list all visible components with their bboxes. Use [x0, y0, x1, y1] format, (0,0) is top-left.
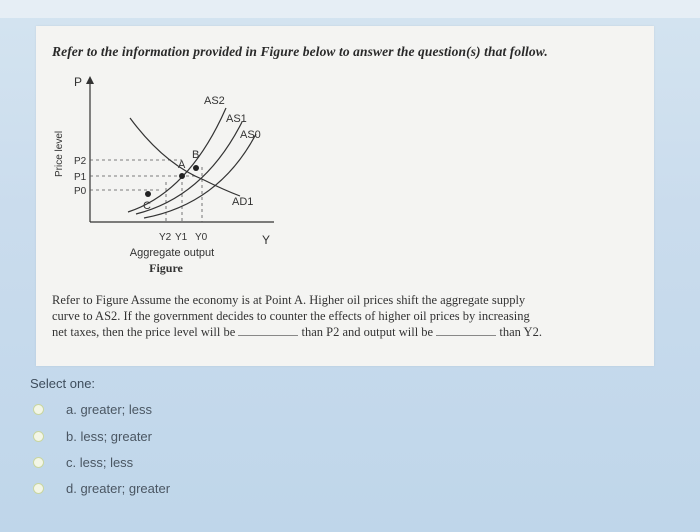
radio-c[interactable] [33, 457, 44, 468]
question-line-3a: net taxes, then the price level will be [52, 325, 236, 339]
x-axis-letter: Y [262, 233, 271, 247]
tick-p2: P2 [74, 156, 87, 167]
question-line-3c: than Y2. [499, 325, 542, 339]
point-b [193, 165, 199, 171]
label-as2: AS2 [204, 95, 225, 107]
ad1-curve [130, 118, 240, 196]
question-line-1: Refer to Figure Assume the economy is at Point A. Higher oil prices shift the aggregate supply [52, 293, 526, 307]
point-c [145, 191, 151, 197]
question-prompt: Refer to the information provided in Figure below to answer the question(s) that follow. [52, 44, 548, 59]
ad-as-figure [44, 72, 334, 282]
tick-y0: Y0 [195, 232, 208, 243]
y-axis-letter: P [74, 75, 83, 89]
x-axis-title: Aggregate output [129, 247, 215, 259]
question-line-3 [52, 324, 632, 340]
question-line-3b: than P2 and output will be [301, 325, 434, 339]
label-as0: AS0 [240, 129, 261, 141]
blank-output [436, 325, 496, 336]
option-a-label[interactable]: a. greater; less [66, 401, 152, 417]
option-a[interactable] [33, 399, 152, 419]
question-line-2: curve to AS2. If the government decides to counter the effects of higher oil prices by increasing [52, 309, 530, 323]
label-c: C [143, 200, 151, 212]
tick-p0: P0 [74, 186, 87, 197]
as1-curve [136, 122, 242, 214]
label-a: A [178, 159, 186, 171]
label-as1: AS1 [226, 113, 247, 125]
radio-a[interactable] [33, 404, 44, 415]
tick-y1: Y1 [175, 232, 188, 243]
figure-caption: Figure [149, 261, 183, 275]
option-b-label[interactable]: b. less; greater [66, 428, 152, 444]
blank-price [238, 325, 298, 336]
tick-y2: Y2 [159, 232, 172, 243]
label-b: B [192, 149, 200, 161]
label-ad1: AD1 [232, 196, 254, 208]
option-d-label[interactable]: d. greater; greater [66, 480, 171, 496]
point-a [179, 173, 185, 179]
radio-d[interactable] [33, 483, 44, 494]
option-b[interactable] [33, 426, 152, 446]
option-d[interactable] [33, 478, 170, 498]
option-c-label[interactable]: c. less; less [66, 454, 134, 470]
radio-b[interactable] [33, 431, 44, 442]
question-text [52, 292, 632, 340]
option-c[interactable] [33, 452, 133, 472]
select-one-label: Select one: [30, 376, 96, 391]
tick-p1: P1 [74, 172, 87, 183]
top-band [0, 0, 700, 18]
y-axis-title: Price level [54, 130, 65, 177]
y-axis-arrow [86, 76, 94, 84]
